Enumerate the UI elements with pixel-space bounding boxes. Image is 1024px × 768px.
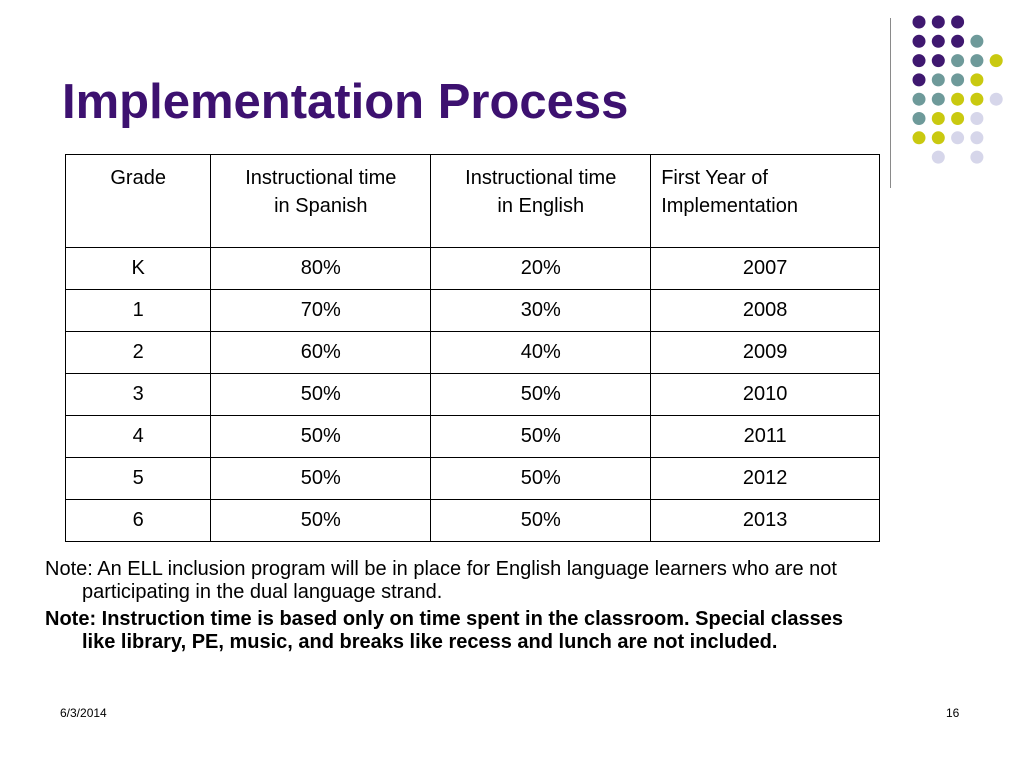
cell-grade: 2 [66, 332, 211, 374]
decorative-dot [970, 131, 983, 144]
decorative-dot [932, 35, 945, 48]
cell-grade: K [66, 248, 211, 290]
cell-spanish: 50% [211, 458, 431, 500]
decorative-dot [951, 93, 964, 106]
header-english-time [431, 155, 651, 248]
footer-date: 6/3/2014 [60, 706, 107, 720]
cell-grade: 3 [66, 374, 211, 416]
header-spanish-time [211, 155, 431, 248]
header-spanish-line1: Instructional time [245, 167, 397, 189]
header-english-line1: Instructional time [465, 167, 617, 189]
decorative-dot [951, 112, 964, 125]
decorative-dot [913, 54, 926, 67]
decorative-dot [970, 93, 983, 106]
decorative-dot [970, 151, 983, 164]
table-row [66, 458, 880, 500]
cell-spanish: 80% [211, 248, 431, 290]
decorative-dot [932, 54, 945, 67]
decorative-dot [932, 73, 945, 86]
cell-english: 50% [431, 374, 651, 416]
cell-english: 50% [431, 500, 651, 542]
instruction-time-note: Note: Instruction time is based only on time spent in the classroom. Special classes like library, PE, music, and breaks like recess and lunch are not included. [45, 608, 843, 653]
decorative-dot [990, 54, 1003, 67]
decorative-dot [932, 131, 945, 144]
header-year-line1: First Year of [661, 167, 768, 189]
cell-year: 2010 [651, 374, 880, 416]
cell-grade: 4 [66, 416, 211, 458]
decorative-dot [990, 93, 1003, 106]
decorative-dot [951, 73, 964, 86]
header-first-year [651, 155, 880, 248]
decorative-dot [913, 112, 926, 125]
cell-english: 30% [431, 290, 651, 332]
cell-year: 2009 [651, 332, 880, 374]
decorative-dot [970, 112, 983, 125]
decorative-dot [913, 93, 926, 106]
cell-english: 40% [431, 332, 651, 374]
cell-grade: 1 [66, 290, 211, 332]
table-row [66, 500, 880, 542]
table-row [66, 374, 880, 416]
implementation-table [65, 154, 880, 542]
cell-spanish: 70% [211, 290, 431, 332]
ell-inclusion-note: Note: An ELL inclusion program will be in place for English language learners who are not participating in the dual language strand. [45, 558, 837, 603]
cell-spanish: 50% [211, 374, 431, 416]
decorative-dot [932, 151, 945, 164]
decorative-dot [913, 73, 926, 86]
decorative-dot [970, 73, 983, 86]
cell-grade: 6 [66, 500, 211, 542]
decorative-dot [970, 54, 983, 67]
table-row [66, 332, 880, 374]
table-header-row [66, 155, 880, 248]
header-spanish-line2: in Spanish [274, 195, 368, 217]
table-row [66, 416, 880, 458]
decorative-dot [932, 16, 945, 29]
decorative-dot [951, 54, 964, 67]
decorative-dot [913, 35, 926, 48]
cell-spanish: 60% [211, 332, 431, 374]
table-row [66, 290, 880, 332]
cell-year: 2013 [651, 500, 880, 542]
cell-year: 2012 [651, 458, 880, 500]
notes-section [45, 558, 855, 658]
decorative-dot [951, 35, 964, 48]
decorative-divider [890, 18, 891, 188]
decorative-dot [913, 131, 926, 144]
cell-english: 50% [431, 416, 651, 458]
cell-spanish: 50% [211, 416, 431, 458]
decorative-dot [970, 35, 983, 48]
cell-year: 2011 [651, 416, 880, 458]
decorative-dot [951, 131, 964, 144]
slide-title: Implementation Process [62, 75, 629, 129]
decorative-dot [913, 16, 926, 29]
header-english-line2: in English [497, 195, 585, 217]
cell-english: 50% [431, 458, 651, 500]
cell-year: 2008 [651, 290, 880, 332]
decorative-dot [932, 112, 945, 125]
cell-english: 20% [431, 248, 651, 290]
decorative-dot [932, 93, 945, 106]
decorative-dot [951, 16, 964, 29]
table-row [66, 248, 880, 290]
cell-grade: 5 [66, 458, 211, 500]
header-grade [66, 155, 211, 248]
header-year-line2: Implementation [661, 195, 798, 217]
cell-year: 2007 [651, 248, 880, 290]
cell-spanish: 50% [211, 500, 431, 542]
slide-number: 16 [946, 706, 960, 720]
decorative-dot-grid [902, 14, 1022, 174]
header-grade-label: Grade [110, 167, 166, 189]
